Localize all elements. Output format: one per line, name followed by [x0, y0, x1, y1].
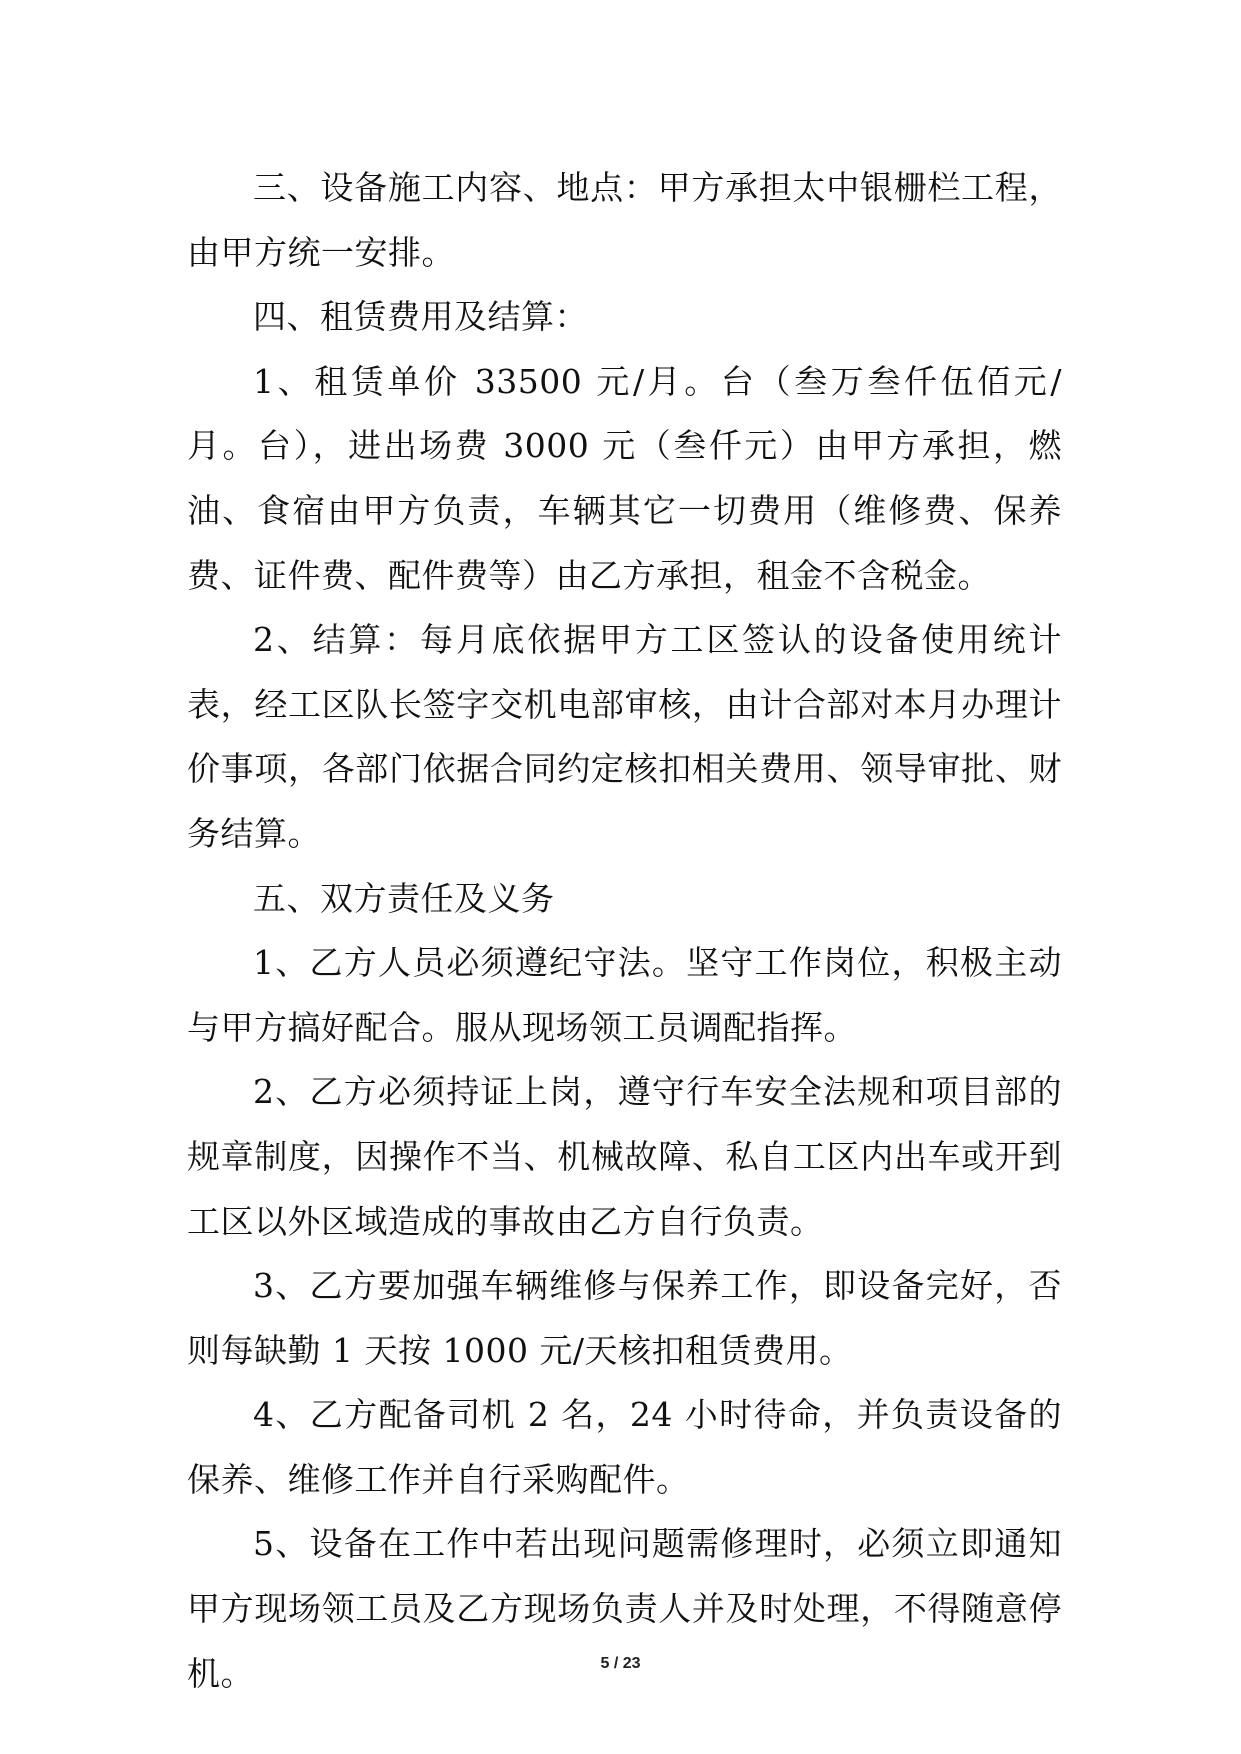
paragraph-section-5-heading: 五、双方责任及义务 [253, 878, 555, 918]
document-body [187, 156, 1062, 1706]
paragraph-rent-price: 1、租赁单价 33500 元/月。台（叁万叁仟伍佰元/月。台），进出场费 3000 元（叁仟元）由甲方承担，燃油、食宿由甲方负责，车辆其它一切费用（维修费、保养费、证件费、配件费等）由乙方承担，租金不含税金。 [187, 361, 1062, 595]
paragraph-duty-3: 3、乙方要加强车辆维修与保养工作，即设备完好，否则每缺勤 1 天按 1000 元/天核扣租赁费用。 [187, 1266, 1062, 1370]
paragraph-duty-5: 5、设备在工作中若出现问题需修理时，必须立即通知甲方现场领工员及乙方现场负责人并及时处理，不得随意停机。 [187, 1524, 1062, 1693]
paragraph-section-3: 三、设备施工内容、地点：甲方承担太中银栅栏工程，由甲方统一安排。 [187, 168, 1062, 272]
paragraph-section-4-heading: 四、租赁费用及结算： [253, 297, 588, 337]
paragraph-duty-4: 4、乙方配备司机 2 名，24 小时待命，并负责设备的保养、维修工作并自行采购配件。 [187, 1395, 1062, 1499]
page-number: 5 / 23 [600, 1655, 641, 1672]
paragraph-duty-1: 1、乙方人员必须遵纪守法。坚守工作岗位，积极主动与甲方搞好配合。服从现场领工员调配指挥。 [187, 943, 1062, 1047]
paragraph-settlement: 2、结算：每月底依据甲方工区签认的设备使用统计表，经工区队长签字交机电部审核，由计合部对本月办理计价事项，各部门依据合同约定核扣相关费用、领导审批、财务结算。 [187, 620, 1062, 853]
paragraph-duty-2: 2、乙方必须持证上岗，遵守行车安全法规和项目部的规章制度，因操作不当、机械故障、私自工区内出车或开到工区以外区域造成的事故由乙方自行负责。 [187, 1072, 1062, 1241]
